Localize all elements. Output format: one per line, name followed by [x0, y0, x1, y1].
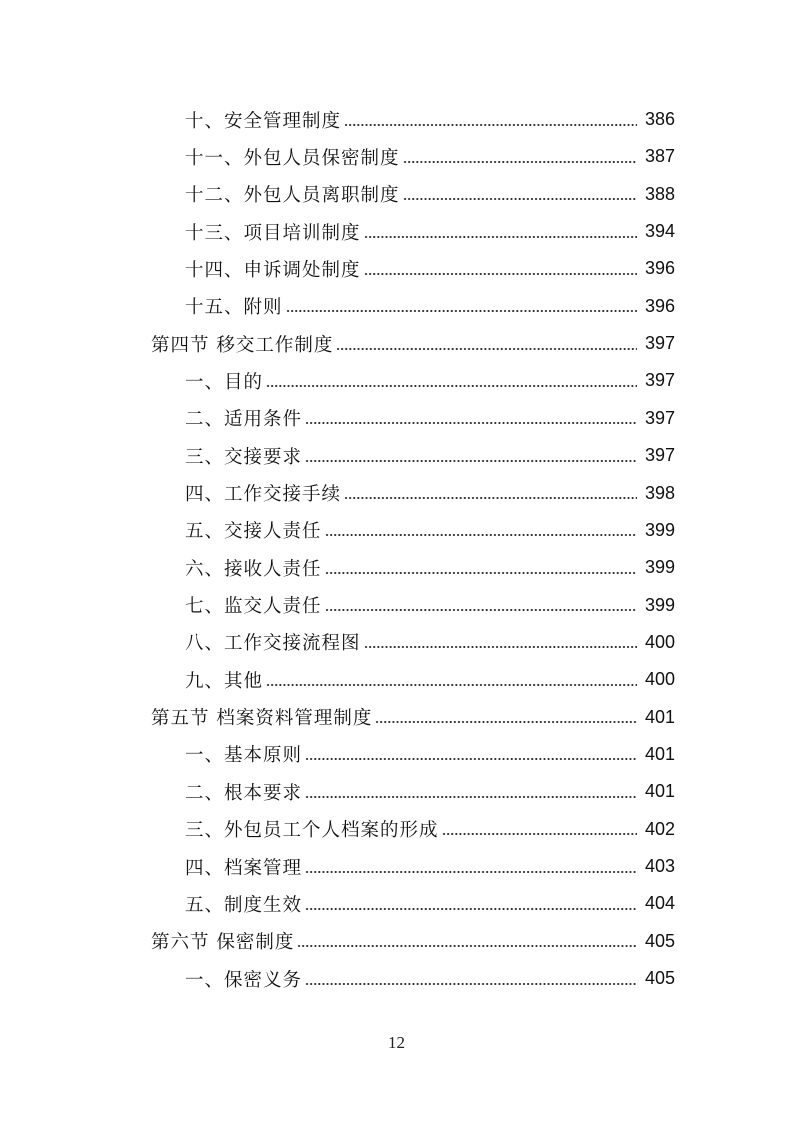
toc-entry-page: 399	[644, 557, 675, 578]
dot-leader	[305, 792, 637, 802]
toc-entry-page: 401	[644, 781, 675, 802]
toc-section-entry[interactable]	[151, 325, 675, 362]
toc-entry-title: 六、接收人责任	[185, 558, 322, 580]
toc-entry-title: 第四节 移交工作制度	[151, 334, 334, 356]
dot-leader	[403, 157, 637, 167]
dot-leader	[325, 568, 637, 578]
toc-item-entry[interactable]	[185, 176, 675, 213]
toc-entry-page: 397	[644, 333, 675, 354]
toc-entry-title: 九、其他	[185, 670, 264, 692]
dot-leader	[344, 120, 637, 130]
toc-entry-page: 401	[644, 706, 675, 727]
toc-entry-page: 402	[644, 818, 675, 839]
toc-section-entry[interactable]	[151, 699, 675, 736]
toc-item-entry[interactable]	[185, 512, 675, 549]
toc-entry-page: 405	[644, 968, 675, 989]
dot-leader	[266, 680, 637, 690]
toc-item-entry[interactable]	[185, 848, 675, 885]
dot-leader	[266, 381, 637, 391]
toc-item-entry[interactable]	[185, 736, 675, 773]
dot-leader	[375, 717, 637, 727]
toc-entry-title: 十五、附则	[185, 297, 283, 319]
toc-entry-page: 400	[644, 669, 675, 690]
toc-entry-title: 四、工作交接手续	[185, 484, 342, 505]
toc-entry-title: 十三、项目培训制度	[185, 222, 361, 244]
toc-entry-title: 第五节 档案资料管理制度	[151, 708, 373, 730]
toc-entry-page: 396	[644, 258, 675, 279]
toc-item-entry[interactable]	[185, 362, 675, 399]
toc-item-entry[interactable]	[185, 811, 675, 848]
toc-entry-title: 一、目的	[185, 371, 264, 393]
toc-entry-title: 三、外包员工个人档案的形成	[185, 820, 439, 842]
toc-item-entry[interactable]	[185, 624, 675, 661]
toc-item-entry[interactable]	[185, 437, 675, 474]
dot-leader	[364, 232, 637, 242]
dot-leader	[305, 979, 637, 989]
dot-leader	[364, 642, 637, 652]
dot-leader	[286, 306, 637, 316]
toc-entry-title: 二、适用条件	[185, 409, 303, 431]
dot-leader	[297, 941, 637, 951]
toc-entry-title: 一、保密义务	[185, 969, 303, 991]
dot-leader	[336, 344, 637, 354]
toc-item-entry[interactable]	[185, 138, 675, 175]
toc-entry-page: 388	[644, 183, 675, 204]
toc-item-entry[interactable]	[185, 885, 675, 922]
toc-entry-page: 403	[644, 856, 675, 876]
toc-item-entry[interactable]	[185, 250, 675, 287]
toc-entry-title: 七、监交人责任	[185, 596, 322, 618]
toc-item-entry[interactable]	[185, 213, 675, 250]
toc-entry-page: 401	[644, 743, 675, 764]
toc-entry-title: 十一、外包人员保密制度	[185, 147, 400, 169]
toc-entry-page: 387	[644, 146, 675, 167]
toc-entry-page: 405	[644, 930, 675, 951]
toc-entry-title: 十二、外包人员离职制度	[185, 185, 400, 207]
toc-item-entry[interactable]	[185, 288, 675, 325]
toc-item-entry[interactable]	[185, 773, 675, 810]
toc-entry-page: 398	[644, 482, 675, 503]
toc-item-entry[interactable]	[185, 101, 675, 138]
toc-entry-page: 397	[644, 370, 675, 391]
dot-leader	[344, 493, 637, 503]
toc-item-entry[interactable]	[185, 587, 675, 624]
dot-leader	[442, 829, 637, 839]
toc-entry-title: 八、工作交接流程图	[185, 633, 361, 655]
dot-leader	[364, 269, 637, 279]
page-number: 12	[388, 1033, 405, 1052]
toc-entry-page: 399	[644, 594, 675, 615]
toc-entry-title: 四、档案管理	[185, 857, 303, 879]
toc-item-entry[interactable]	[185, 549, 675, 586]
toc-entry-page: 397	[644, 445, 675, 466]
toc-entry-page: 397	[644, 407, 675, 428]
toc-entry-title: 三、交接要求	[185, 446, 303, 468]
toc-entry-title: 二、根本要求	[185, 782, 303, 804]
toc-entry-title: 五、交接人责任	[185, 521, 322, 543]
toc-entry-page: 404	[644, 893, 675, 914]
dot-leader	[325, 605, 637, 615]
dot-leader	[305, 867, 637, 877]
dot-leader	[305, 418, 637, 428]
toc-item-entry[interactable]	[185, 661, 675, 698]
dot-leader	[325, 530, 637, 540]
toc-item-entry[interactable]	[185, 400, 675, 437]
toc-item-entry[interactable]	[185, 475, 675, 512]
toc-entry-title: 五、制度生效	[185, 894, 303, 916]
dot-leader	[305, 754, 637, 764]
toc-entry-page: 386	[644, 109, 675, 129]
toc-entry-title: 第六节 保密制度	[151, 932, 295, 954]
toc-entry-title: 十、安全管理制度	[185, 110, 342, 132]
toc-item-entry[interactable]	[185, 960, 675, 997]
toc-entry-page: 400	[644, 631, 675, 652]
toc-entry-title: 一、基本原则	[185, 745, 303, 767]
dot-leader	[403, 194, 637, 204]
toc-entry-page: 396	[644, 295, 675, 316]
toc-section-entry[interactable]	[151, 923, 675, 960]
dot-leader	[305, 904, 637, 914]
dot-leader	[305, 456, 637, 466]
toc-entry-title: 十四、申诉调处制度	[185, 259, 361, 281]
toc-entry-page: 399	[644, 519, 675, 540]
toc-entry-page: 394	[644, 221, 675, 242]
